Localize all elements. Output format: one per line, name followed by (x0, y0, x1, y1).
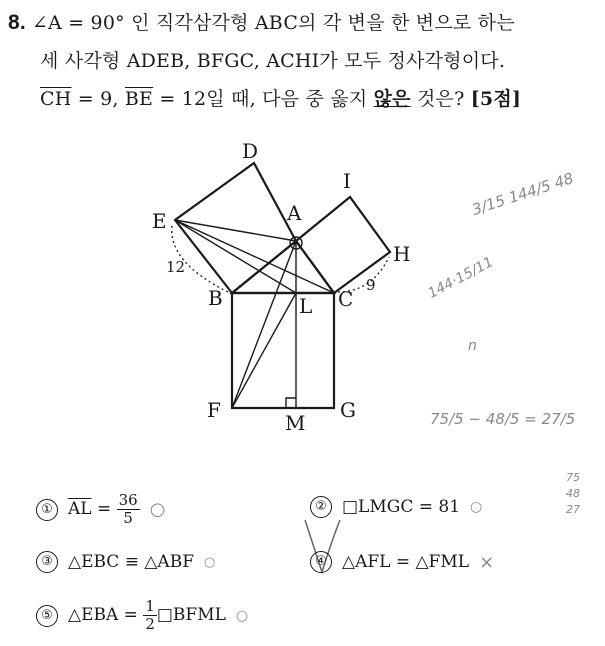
label-c: C (338, 287, 354, 311)
choice-5[interactable] (36, 598, 248, 633)
mark-3: ○ (204, 554, 216, 570)
line-ec (175, 220, 334, 293)
choice-number-2: ② (310, 496, 332, 518)
handwriting-far-right: 75 48 27 (566, 471, 580, 516)
choice-3-text: △EBC ≡ △ABF (68, 552, 194, 572)
length-be: 12 (166, 258, 186, 276)
choice-4[interactable] (310, 551, 494, 573)
label-a: A (287, 201, 302, 225)
label-b: B (208, 286, 223, 310)
choice-number-4: ④ (310, 551, 332, 573)
handwriting-equation: 75/5 − 48/5 = 27/5 (430, 410, 576, 428)
question-text-1: ∠A = 90° 인 직각삼각형 ABC의 각 변을 한 변으로 하는 (31, 12, 515, 34)
segment-ch: $\overline{CH}$ (40, 88, 72, 110)
mark-5: ○ (235, 607, 249, 624)
fraction-numerator: 1 (145, 597, 155, 615)
fraction-numerator: 36 (118, 491, 138, 509)
segment-al: $\overline{AL}$ (68, 499, 92, 519)
label-i: I (343, 169, 351, 193)
line-lf (232, 293, 296, 408)
length-ch: 9 (366, 276, 376, 294)
mark-4: × (479, 551, 495, 573)
fraction-denominator: 5 (123, 509, 133, 527)
question-text-3b: = 12일 때, 다음 중 옳지 (153, 88, 374, 110)
choice-4-text: △AFL = △FML (342, 552, 470, 572)
choice-2-text: □LMGC = 81 (342, 497, 461, 517)
choice-number-3: ③ (36, 551, 58, 573)
fraction-1-2 (143, 598, 157, 633)
choice-number-5: ⑤ (36, 605, 58, 627)
emphasis-not: 않은 (373, 88, 411, 110)
handwriting-mid-right: 144·15/11 (425, 254, 497, 302)
points-label: [5점] (470, 88, 522, 110)
question-number: 8. (8, 11, 26, 34)
label-m: M (285, 411, 306, 435)
square-bfgc (232, 293, 334, 408)
mark-2: ○ (470, 499, 483, 515)
mark-1: ○ (149, 499, 166, 520)
question-line-2: 세 사각형 ADEB, BFGC, ACHI가 모두 정사각형이다. (40, 50, 506, 72)
right-angle-mark (286, 398, 296, 408)
label-l: L (299, 294, 313, 318)
choice-5-post: □BFML (156, 605, 226, 625)
fraction-36-5 (117, 492, 140, 527)
question-text-3a: = 9, (71, 88, 125, 110)
choice-5-pre: △EBA = (68, 605, 144, 625)
choice-2[interactable] (310, 496, 482, 518)
label-e: E (152, 209, 167, 233)
choice-3[interactable] (36, 551, 215, 573)
handwriting-top-right: 3/15 144/5 48 (469, 169, 576, 219)
square-achi (296, 197, 390, 293)
choice-1[interactable] (36, 492, 165, 527)
choice-1-eq: = (91, 499, 117, 519)
handwriting-mid-right-2: n (468, 338, 477, 354)
fraction-denominator: 2 (145, 615, 155, 633)
choice-number-1: ① (36, 499, 58, 521)
segment-be: $\overline{BE}$ (124, 88, 154, 110)
question-text-3c: 것은? (410, 88, 471, 110)
label-g: G (340, 398, 356, 422)
label-h: H (393, 242, 411, 266)
label-d: D (242, 139, 259, 163)
label-f: F (207, 398, 221, 422)
